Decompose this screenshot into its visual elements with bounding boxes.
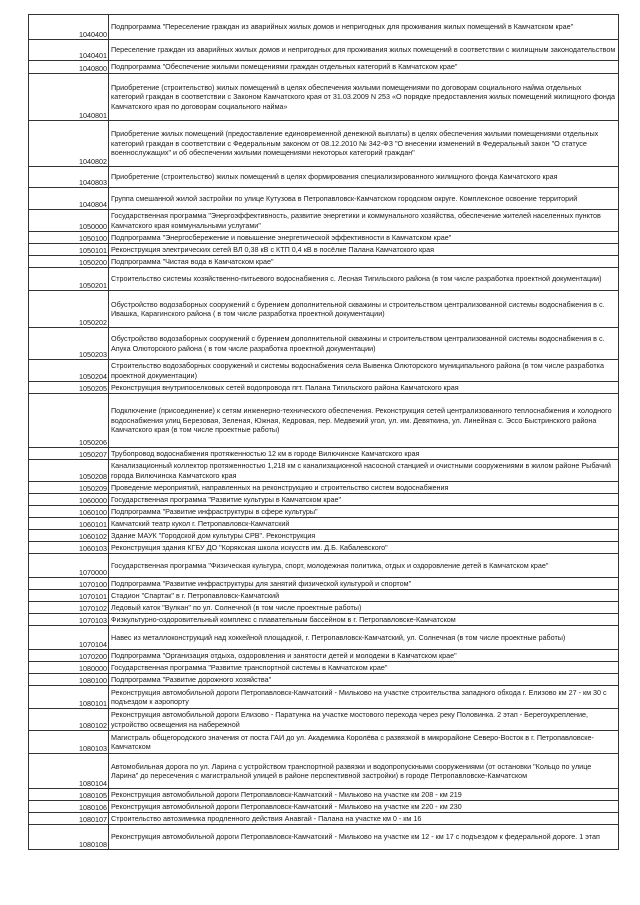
row-description: Подпрограмма "Развитие инфраструктуры для занятий физической культурой и спортом" <box>109 578 619 590</box>
row-code: 1080100 <box>29 674 109 686</box>
table-row <box>29 626 619 650</box>
table-row <box>29 578 619 590</box>
table-row <box>29 291 619 328</box>
row-code: 1050206 <box>29 394 109 448</box>
row-code: 1080103 <box>29 731 109 754</box>
table-row <box>29 789 619 801</box>
row-code: 1040804 <box>29 188 109 210</box>
row-description: Подпрограмма "Организация отдыха, оздоровления и занятости детей и молодежи в Камчатском крае" <box>109 650 619 662</box>
table-row <box>29 506 619 518</box>
row-description: Ледовый каток "Вулкан" по ул. Солнечной (в том числе проектные работы) <box>109 602 619 614</box>
table-row <box>29 394 619 448</box>
table-row <box>29 554 619 578</box>
table-row <box>29 15 619 40</box>
row-code: 1050200 <box>29 256 109 268</box>
row-description: Строительство водозаборных сооружений и системы водоснабжения села Вывенка Олюторского муниципального района (в том числе разработка проектной документации) <box>109 360 619 382</box>
table-row <box>29 813 619 825</box>
row-description: Реконструкция автомобильной дороги Елизово - Паратунка на участке мостового перехода через реку Половинка. 2 этап - Берегоукрепление, устройство освещения на набережной <box>109 709 619 731</box>
row-code: 1050207 <box>29 448 109 460</box>
row-description: Реконструкция автомобильной дороги Петропавловск-Камчатский - Мильково на участке строительства западного обхода г. Елизово км 27 - км 30 с подъездом к аэропорту <box>109 686 619 709</box>
row-code: 1080106 <box>29 801 109 813</box>
row-description: Реконструкция внутрипоселковых сетей водопровода пгт. Палана Тигильского района Камчатского края <box>109 382 619 394</box>
row-code: 1050101 <box>29 244 109 256</box>
row-description: Трубопровод водоснабжения протяженностью 12 км в городе Вилючинске Камчатского края <box>109 448 619 460</box>
row-code: 1040400 <box>29 15 109 40</box>
row-description: Навес из металлоконструкций над хоккейной площадкой, г. Петропавловск-Камчатский, ул. Солнечная (в том числе проектные работы) <box>109 626 619 650</box>
row-code: 1070103 <box>29 614 109 626</box>
table-row <box>29 244 619 256</box>
row-code: 1050100 <box>29 232 109 244</box>
document-page <box>28 14 618 850</box>
row-code: 1070102 <box>29 602 109 614</box>
row-code: 1040803 <box>29 167 109 188</box>
row-code: 1070101 <box>29 590 109 602</box>
row-description: Камчатский театр кукол г. Петропавловск-Камчатский <box>109 518 619 530</box>
table-row <box>29 614 619 626</box>
table-row <box>29 328 619 360</box>
table-row <box>29 210 619 232</box>
row-description: Реконструкция автомобильной дороги Петропавловск-Камчатский - Мильково на участке км 208 - км 219 <box>109 789 619 801</box>
row-description: Магистраль общегородского значения от поста ГАИ до ул. Академика Королёва с развязкой в микрорайоне Северо-Восток в г. Петропавловске-Камчатском <box>109 731 619 754</box>
row-description: Стадион "Спартак" в г. Петропавловск-Камчатский <box>109 590 619 602</box>
row-description: Канализационный коллектор протяженностью 1,218 км с канализационной насосной станцией и очистными сооружениями в жилом районе Рыбачий города Вилючинска Камчатского края <box>109 460 619 482</box>
table-row <box>29 709 619 731</box>
row-code: 1040801 <box>29 74 109 121</box>
row-code: 1070000 <box>29 554 109 578</box>
table-row <box>29 382 619 394</box>
row-description: Государственная программа "Развитие транспортной системы в Камчатском крае" <box>109 662 619 674</box>
table-row <box>29 674 619 686</box>
row-description: Здание МАУК "Городской дом культуры СРВ". Реконструкция <box>109 530 619 542</box>
row-code: 1070104 <box>29 626 109 650</box>
row-description: Реконструкция электрических сетей ВЛ 0,38 кВ с КТП 0,4 кВ в посёлке Палана Камчатского края <box>109 244 619 256</box>
row-code: 1080101 <box>29 686 109 709</box>
row-description: Государственная программа "Энергоэффективность, развитие энергетики и коммунального хозяйства, обеспечение жителей населенных пунктов Камчатского края коммунальными услугами" <box>109 210 619 232</box>
row-description: Государственная программа "Физическая культура, спорт, молодежная политика, отдых и оздоровление детей в Камчатском крае" <box>109 554 619 578</box>
row-description: Приобретение (строительство) жилых помещений в целях формирования специализированного жилищного фонда Камчатского края <box>109 167 619 188</box>
row-code: 1060103 <box>29 542 109 554</box>
table-row <box>29 268 619 291</box>
row-code: 1060000 <box>29 494 109 506</box>
row-description: Подпрограмма "Развитие инфраструктуры в сфере культуры" <box>109 506 619 518</box>
row-description: Проведение мероприятий, направленных на реконструкцию и строительство систем водоснабжения <box>109 482 619 494</box>
row-code: 1080107 <box>29 813 109 825</box>
row-code: 1040401 <box>29 40 109 61</box>
table-row <box>29 686 619 709</box>
table-row <box>29 590 619 602</box>
table-row <box>29 825 619 850</box>
table-body <box>29 15 619 850</box>
table-row <box>29 460 619 482</box>
row-code: 1080105 <box>29 789 109 801</box>
row-description: Подпрограмма "Развитие дорожного хозяйства" <box>109 674 619 686</box>
row-code: 1050202 <box>29 291 109 328</box>
row-code: 1050208 <box>29 460 109 482</box>
budget-code-table <box>28 14 619 850</box>
table-row <box>29 40 619 61</box>
row-code: 1080108 <box>29 825 109 850</box>
table-row <box>29 801 619 813</box>
row-description: Физкультурно-оздоровительный комплекс с плавательным бассейном в г. Петропавловске-Камчатском <box>109 614 619 626</box>
row-description: Подпрограмма "Энергосбережение и повышение энергетической эффективности в Камчатском крае" <box>109 232 619 244</box>
row-code: 1050000 <box>29 210 109 232</box>
table-row <box>29 482 619 494</box>
table-row <box>29 518 619 530</box>
table-row <box>29 188 619 210</box>
table-row <box>29 602 619 614</box>
row-description: Группа смешанной жилой застройки по улице Кутузова в Петропавловск-Камчатском городском округе. Комплексное освоение территорий <box>109 188 619 210</box>
row-code: 1070100 <box>29 578 109 590</box>
table-row <box>29 256 619 268</box>
row-code: 1080102 <box>29 709 109 731</box>
row-code: 1060102 <box>29 530 109 542</box>
row-description: Государственная программа "Развитие культуры в Камчатском крае" <box>109 494 619 506</box>
row-description: Реконструкция здания КГБУ ДО "Корякская школа искусств им. Д.Б. Кабалевского" <box>109 542 619 554</box>
table-row <box>29 167 619 188</box>
row-code: 1050203 <box>29 328 109 360</box>
row-code: 1050201 <box>29 268 109 291</box>
table-row <box>29 650 619 662</box>
row-code: 1080104 <box>29 754 109 789</box>
table-row <box>29 61 619 74</box>
table-row <box>29 74 619 121</box>
row-description: Переселение граждан из аварийных жилых домов и непригодных для проживания жилых помещений в соответствии с жилищным законодательством <box>109 40 619 61</box>
row-code: 1040800 <box>29 61 109 74</box>
table-row <box>29 662 619 674</box>
row-description: Приобретение (строительство) жилых помещений в целях обеспечения жилыми помещениями по договорам социального найма отдельных категорий граждан в соответствии с Законом Камчатского края от 31.03.2009 N 253 «О порядке предоставления жилых помещений жилищного фонда Камчатского края по договорам социального найма» <box>109 74 619 121</box>
row-code: 1040802 <box>29 121 109 167</box>
row-code: 1070200 <box>29 650 109 662</box>
table-row <box>29 232 619 244</box>
row-description: Приобретение жилых помещений (предоставление единовременной денежной выплаты) в целях обеспечения жилыми помещениями отдельных категорий граждан в соответствии с Федеральным законом от 08.12.2010 № 342-ФЗ "О внесении изменений в Федеральный закон "О статусе военнослужащих" и об обеспечении жилыми помещениями некоторых категорий граждан" <box>109 121 619 167</box>
table-row <box>29 754 619 789</box>
row-code: 1050205 <box>29 382 109 394</box>
table-row <box>29 731 619 754</box>
row-code: 1050209 <box>29 482 109 494</box>
row-description: Обустройство водозаборных сооружений с бурением дополнительной скважины и строительством централизованной системы водоснабжения в с. Ивашка, Карагинского района ( в том числе разработка проектной документации) <box>109 291 619 328</box>
row-code: 1060100 <box>29 506 109 518</box>
row-code: 1080000 <box>29 662 109 674</box>
row-code: 1060101 <box>29 518 109 530</box>
row-description: Строительство системы хозяйственно-питьевого водоснабжения с. Лесная Тигильского района (в том числе разработка проектной документации) <box>109 268 619 291</box>
row-description: Подпрограмма "Чистая вода в Камчатском крае" <box>109 256 619 268</box>
table-row <box>29 530 619 542</box>
row-description: Обустройство водозаборных сооружений с бурением дополнительной скважины и строительством централизованной системы водоснабжения в с. Апука Олюторского района ( в том числе разработка проектной документации) <box>109 328 619 360</box>
table-row <box>29 542 619 554</box>
table-row <box>29 360 619 382</box>
row-description: Подпрограмма "Переселение граждан из аварийных жилых домов и непригодных для проживания жилых помещений в Камчатском крае" <box>109 15 619 40</box>
row-code: 1050204 <box>29 360 109 382</box>
row-description: Реконструкция автомобильной дороги Петропавловск-Камчатский - Мильково на участке км 220 - км 230 <box>109 801 619 813</box>
row-description: Реконструкция автомобильной дороги Петропавловск-Камчатский - Мильково на участке км 12 - км 17 с подъездом к федеральной дороге. 1 этап <box>109 825 619 850</box>
row-description: Автомобильная дорога по ул. Ларина с устройством транспортной развязки и водопропускными сооружениями (от остановки "Кольцо по улице Ларина" до пересечения с магистральной улицей в районе перспективной застройки) в городе Петропавловске-Камчатском <box>109 754 619 789</box>
row-description: Строительство автозимника продленного действия Анавгай - Палана на участке км 0 - км 16 <box>109 813 619 825</box>
table-row <box>29 448 619 460</box>
table-row <box>29 494 619 506</box>
row-description: Подключение (присоединение) к сетям инженерно-технического обеспечения. Реконструкция сетей централизованного теплоснабжения и холодного водоснабжения улиц Березовая, Зеленая, Южная, Кедровая, пер. Медвежий угол, ул. им. Девяткина, ул. Линейная с. Эссо Быстринского района Камчатского края (в том числе проектные работы) <box>109 394 619 448</box>
row-description: Подпрограмма "Обеспечение жилыми помещениями граждан отдельных категорий в Камчатском крае" <box>109 61 619 74</box>
table-row <box>29 121 619 167</box>
